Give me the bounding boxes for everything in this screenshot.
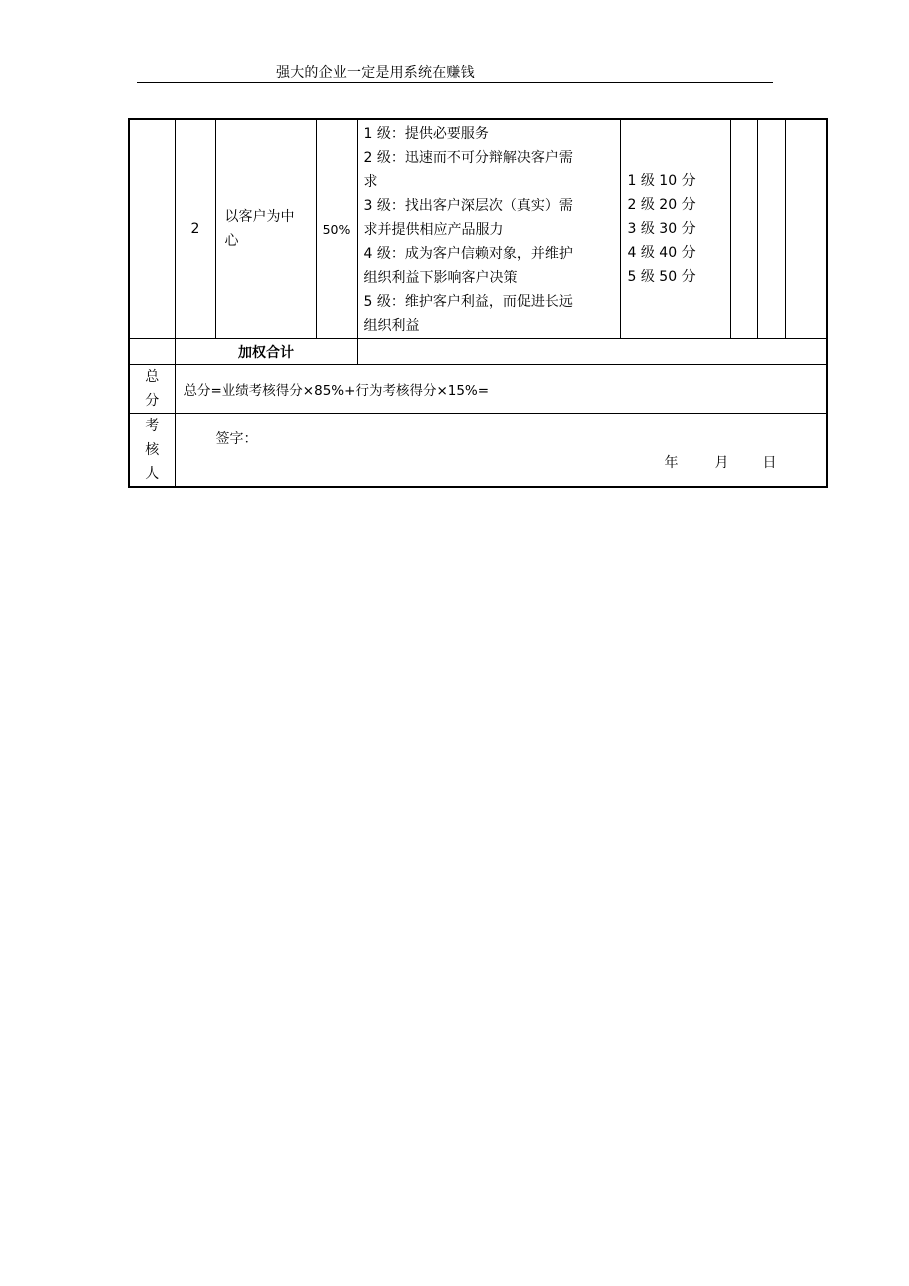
level-desc-line: 1 级：提供必要服务 xyxy=(363,126,489,142)
level-desc-line: 组织利益下影响客户决策 xyxy=(363,270,518,286)
assessor-label-char: 人 xyxy=(145,466,160,482)
assessor-sign-area xyxy=(175,414,827,488)
weighted-total-value xyxy=(357,339,827,365)
item-name xyxy=(215,119,316,339)
level-score-line: 5 级 50 分 xyxy=(627,269,696,285)
weighted-total-row xyxy=(129,339,827,365)
level-desc-line: 4 级：成为客户信赖对象，并维护 xyxy=(363,246,573,262)
sign-label: 签字： xyxy=(215,431,258,447)
level-scores xyxy=(620,119,730,339)
total-score-label-char: 分 xyxy=(145,393,160,409)
total-score-formula: 总分=业绩考核得分×85%+行为考核得分×15%= xyxy=(175,365,827,414)
date-month-label: 月 xyxy=(714,455,729,471)
item-name-line: 以客户为中 xyxy=(224,209,295,225)
level-desc-line: 5 级：维护客户利益，而促进长远 xyxy=(363,294,573,310)
score-cell xyxy=(785,119,827,339)
level-desc-line: 3 级：找出客户深层次（真实）需 xyxy=(363,198,573,214)
assessment-table xyxy=(128,118,828,488)
item-name-line: 心 xyxy=(224,233,239,249)
category-cell xyxy=(129,119,175,339)
assessor-label xyxy=(129,414,175,488)
level-score-line: 3 级 30 分 xyxy=(627,221,696,237)
level-score-line: 2 级 20 分 xyxy=(627,197,696,213)
table-row xyxy=(129,119,827,339)
item-weight: 50% xyxy=(316,119,357,339)
level-desc-line: 组织利益 xyxy=(363,318,420,334)
date-day-label: 日 xyxy=(762,455,777,471)
score-cell xyxy=(730,119,757,339)
level-score-line: 4 级 40 分 xyxy=(627,245,696,261)
total-score-label-char: 总 xyxy=(145,369,160,385)
category-cell xyxy=(129,339,175,365)
assessor-row xyxy=(129,414,827,488)
score-cell xyxy=(757,119,785,339)
level-score-line: 1 级 10 分 xyxy=(627,173,696,189)
total-score-row xyxy=(129,365,827,414)
page-header-title: 强大的企业一定是用系统在赚钱 xyxy=(276,65,475,81)
weighted-total-label: 加权合计 xyxy=(175,339,357,365)
level-desc-line: 求 xyxy=(363,174,378,190)
assessor-label-char: 核 xyxy=(145,442,160,458)
header-rule xyxy=(137,82,773,83)
level-descriptions xyxy=(357,119,620,339)
level-desc-line: 2 级：迅速而不可分辩解决客户需 xyxy=(363,150,573,166)
level-desc-line: 求并提供相应产品服力 xyxy=(363,222,504,238)
date-year-label: 年 xyxy=(664,455,679,471)
item-index: 2 xyxy=(175,119,215,339)
total-score-label xyxy=(129,365,175,414)
assessor-label-char: 考 xyxy=(145,418,160,434)
